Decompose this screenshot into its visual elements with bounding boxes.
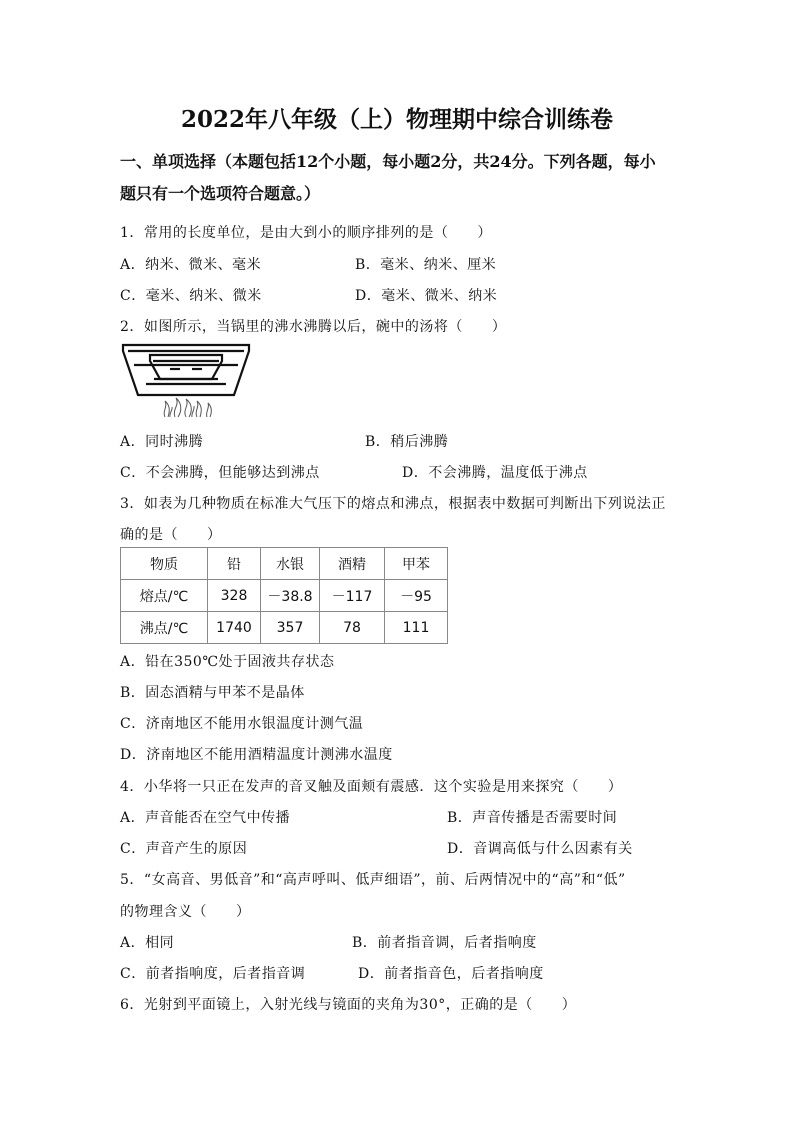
flame-icon [164, 398, 211, 417]
question-3-option-d: D．济南地区不能用酒精温度计测沸水温度 [120, 747, 393, 763]
table-header-cell: 物质 [121, 548, 208, 580]
question-4-option-a: A．声音能否在空气中传播 [120, 810, 291, 826]
question-5-stem-line2: 的物理含义（ ） [120, 904, 251, 920]
question-5-option-d: D．前者指音色，后者指响度 [358, 966, 544, 982]
question-4-option-b: B．声音传播是否需要时间 [447, 810, 618, 826]
boiling-pot-figure [120, 341, 252, 419]
question-1-option-a: A．纳米、微米、毫米 [120, 257, 262, 273]
table-cell: －117 [320, 580, 385, 612]
table-header-cell: 铅 [208, 548, 261, 580]
question-5-option-a: A．相同 [120, 935, 175, 951]
question-1-option-d: D．毫米、微米、纳米 [355, 288, 498, 304]
question-2-option-c: C．不会沸腾，但能够达到沸点 [120, 465, 320, 481]
question-1-option-c: C．毫米、纳米、微米 [120, 288, 262, 304]
table-cell: 沸点/℃ [121, 612, 208, 644]
question-3-stem-line1: 3．如表为几种物质在标准大气压下的熔点和沸点，根据表中数据可判断出下列说法正 [120, 496, 666, 512]
table-cell: 357 [261, 612, 320, 644]
question-1-stem: 1．常用的长度单位，是由大到小的顺序排列的是（ ） [120, 225, 492, 241]
question-5-option-c: C．前者指响度，后者指音调 [120, 966, 306, 982]
table-header-row [121, 548, 448, 580]
question-3-option-c: C．济南地区不能用水银温度计测气温 [120, 716, 364, 732]
question-4-stem: 4．小华将一只正在发声的音叉触及面颊有震感．这个实验是用来探究（ ） [120, 779, 623, 795]
question-2-stem: 2．如图所示，当锅里的沸水沸腾以后，碗中的汤将（ ） [120, 319, 507, 335]
section-heading-line1: 一、单项选择（本题包括12个小题，每小题2分，共24分。下列各题，每小 [120, 152, 656, 171]
question-3-option-a: A．铅在350℃处于固液共存状态 [120, 654, 335, 670]
question-2-option-a: A．同时沸腾 [120, 434, 204, 450]
question-5-option-b: B．前者指音调，后者指响度 [352, 935, 537, 951]
question-2-option-b: B．稍后沸腾 [365, 434, 449, 450]
table-cell: 1740 [208, 612, 261, 644]
question-3-option-b: B．固态酒精与甲苯不是晶体 [120, 685, 305, 701]
section-heading-line2: 题只有一个选项符合题意。） [120, 184, 321, 203]
table-cell: 78 [320, 612, 385, 644]
question-5-stem-line1: 5．“女高音、男低音”和“高声呼叫、低声细语”，前、后两情况中的“高”和“低” [120, 872, 626, 888]
table-header-cell: 水银 [261, 548, 320, 580]
table-header-cell: 甲苯 [385, 548, 448, 580]
table-row [121, 612, 448, 644]
table-cell: －38.8 [261, 580, 320, 612]
table-cell: －95 [385, 580, 448, 612]
question-4-option-c: C．声音产生的原因 [120, 841, 248, 857]
table-header-cell: 酒精 [320, 548, 385, 580]
table-cell: 熔点/℃ [121, 580, 208, 612]
question-1-option-b: B．毫米、纳米、厘米 [355, 257, 497, 273]
table-cell: 111 [385, 612, 448, 644]
question-2-option-d: D．不会沸腾，温度低于沸点 [402, 465, 588, 481]
table-row [121, 580, 448, 612]
question-4-option-d: D．音调高低与什么因素有关 [447, 841, 633, 857]
table-cell: 328 [208, 580, 261, 612]
melting-boiling-table [120, 547, 448, 644]
question-6-stem: 6．光射到平面镜上，入射光线与镜面的夹角为30°，正确的是（ ） [120, 997, 577, 1013]
question-3-stem-line2: 确的是（ ） [120, 527, 222, 543]
page-title: 2022年八年级（上）物理期中综合训练卷 [180, 106, 613, 133]
